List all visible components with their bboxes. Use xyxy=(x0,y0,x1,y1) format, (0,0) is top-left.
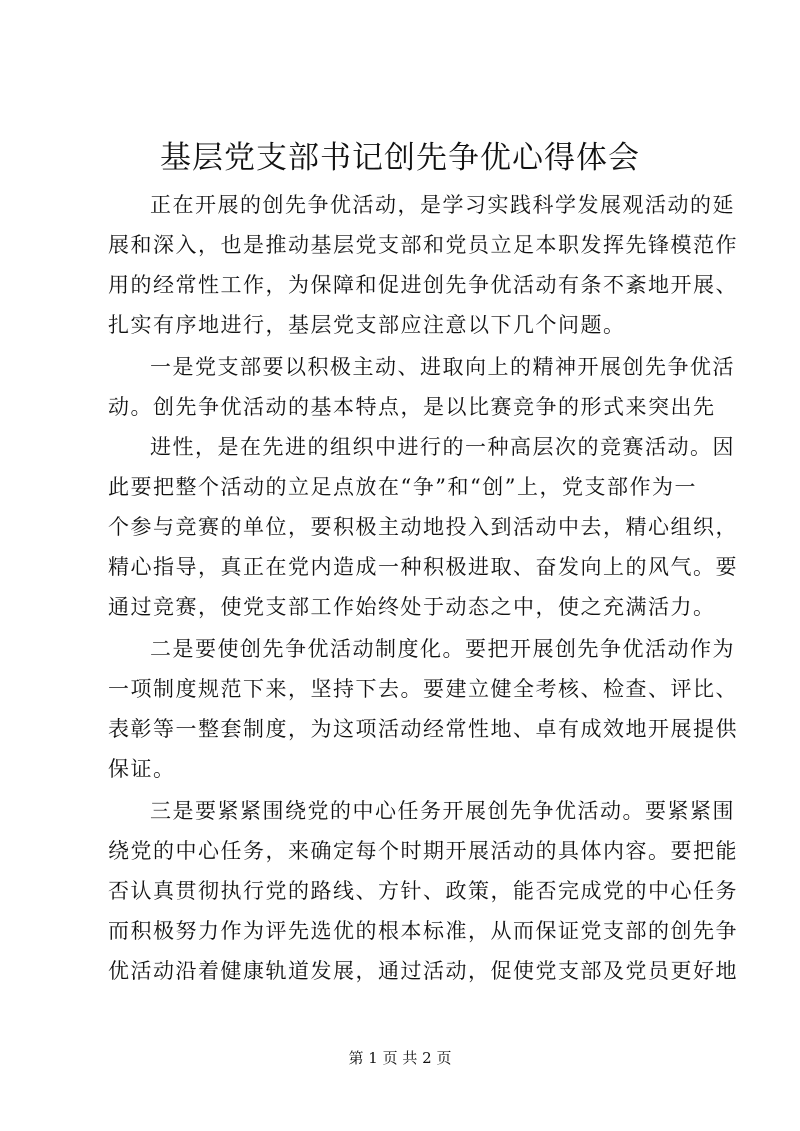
text-line: 个参与竞赛的单位，要积极主动地投入到活动中去，精心组织， xyxy=(108,515,738,539)
text-line: 保证。 xyxy=(108,757,176,781)
text-line: 优活动沿着健康轨道发展，通过活动，促使党支部及党员更好地 xyxy=(108,959,738,983)
text-line: 而积极努力作为评先选优的根本标准，从而保证党支部的创先争 xyxy=(108,919,738,943)
text-line: 表彰等一整套制度，为这项活动经常性地、卓有成效地开展提供 xyxy=(108,717,738,741)
text-line: 进性，是在先进的组织中进行的一种高层次的竞赛活动。因 xyxy=(150,435,735,459)
text-line: 一项制度规范下来，坚持下去。要建立健全考核、检查、评比、 xyxy=(108,677,738,701)
text-line: 否认真贯彻执行党的路线、方针、政策，能否完成党的中心任务 xyxy=(108,879,738,903)
text-line: 展和深入，也是推动基层党支部和党员立足本职发挥先锋模范作 xyxy=(108,233,738,257)
text-line: 精心指导，真正在党内造成一种积极进取、奋发向上的风气。要 xyxy=(108,555,738,579)
text-line: 扎实有序地进行，基层党支部应注意以下几个问题。 xyxy=(108,313,626,337)
text-line: 用的经常性工作，为保障和促进创先争优活动有条不紊地开展、 xyxy=(108,273,738,297)
document-title: 基层党支部书记创先争优心得体会 xyxy=(160,140,640,176)
text-line: 绕党的中心任务，来确定每个时期开展活动的具体内容。要把能 xyxy=(108,839,738,863)
text-line: 通过竞赛，使党支部工作始终处于动态之中，使之充满活力。 xyxy=(108,595,716,619)
page-number: 第 1 页 共 2 页 xyxy=(348,1049,452,1067)
text-line: 三是要紧紧围绕党的中心任务开展创先争优活动。要紧紧围 xyxy=(150,799,735,823)
text-line: 一是党支部要以积极主动、进取向上的精神开展创先争优活 xyxy=(150,355,735,379)
text-line: 二是要使创先争优活动制度化。要把开展创先争优活动作为 xyxy=(150,637,735,661)
text-line: 此要把整个活动的立足点放在“争”和“创”上，党支部作为一 xyxy=(108,475,697,499)
text-line: 动。创先争优活动的基本特点，是以比赛竞争的形式来突出先 xyxy=(108,395,716,419)
text-line: 正在开展的创先争优活动，是学习实践科学发展观活动的延 xyxy=(150,193,735,217)
